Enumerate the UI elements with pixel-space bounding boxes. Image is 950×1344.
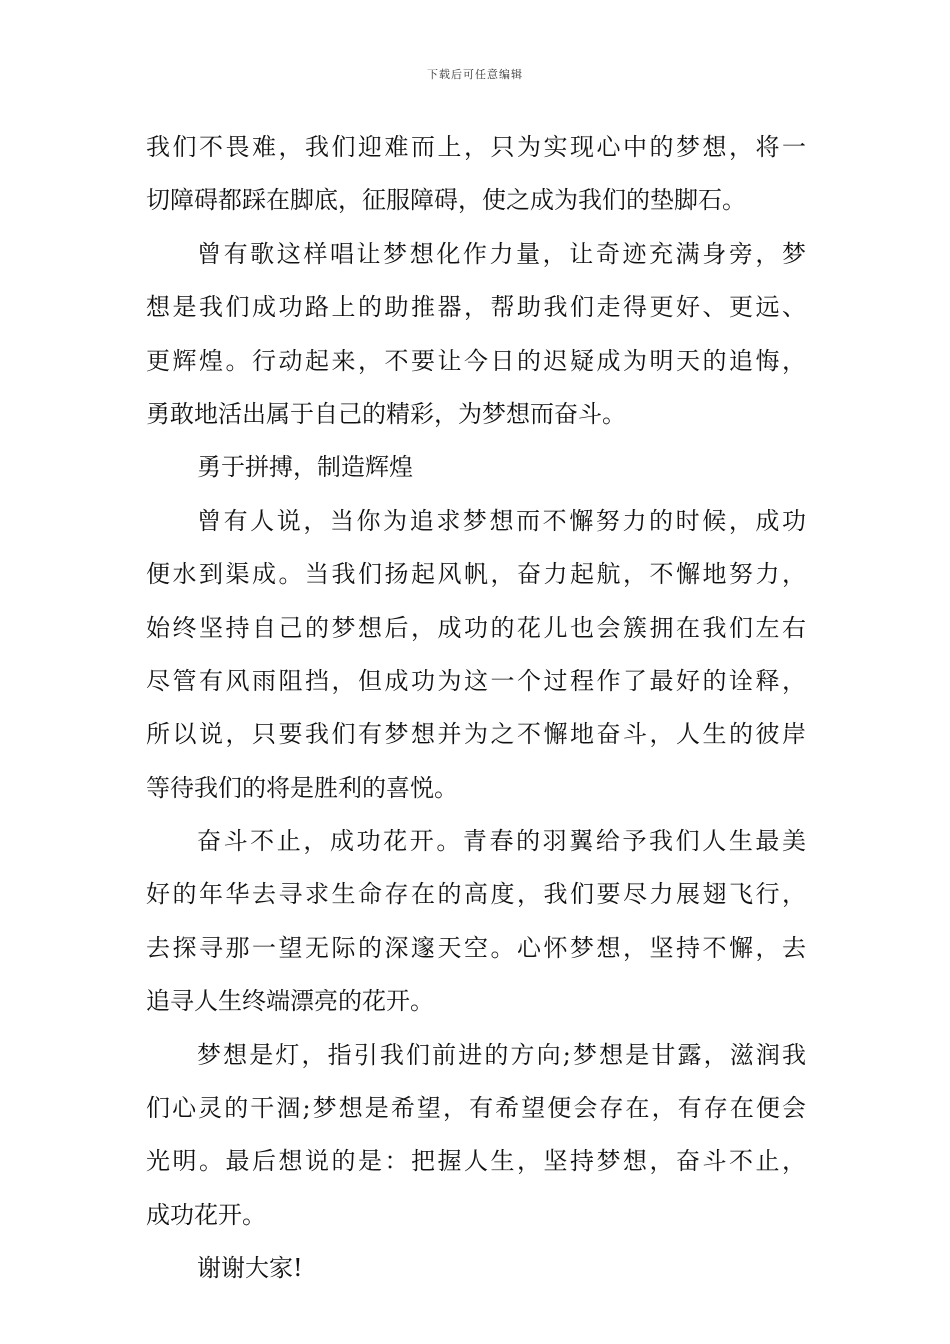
text-line: 更辉煌。行动起来，不要让今日的迟疑成为明天的追悔， [146,346,806,375]
text-line: 好的年华去寻求生命存在的高度，我们要尽力展翅飞行， [146,880,806,909]
text-line: 谢谢大家! [197,1254,303,1283]
text-line: 梦想是灯，指引我们前进的方向;梦想是甘露，滋润我 [197,1040,806,1069]
text-line: 曾有歌这样唱让梦想化作力量，让奇迹充满身旁，梦 [197,239,806,268]
page-header-note: 下载后可任意编辑 [427,68,523,81]
text-line: 我们不畏难，我们迎难而上，只为实现心中的梦想，将一 [146,133,806,161]
document-body [146,127,806,1302]
text-line: 们心灵的干涸;梦想是希望，有希望便会存在，有存在便会 [146,1094,806,1123]
text-line: 始终坚持自己的梦想后，成功的花儿也会簇拥在我们左右 [146,613,806,642]
text-line: 曾有人说，当你为追求梦想而不懈努力的时候，成功 [197,506,806,535]
text-line: 追寻人生终端漂亮的花开。 [146,987,434,1016]
text-line: 想是我们成功路上的助推器，帮助我们走得更好、更远、 [146,293,806,322]
text-line: 便水到渠成。当我们扬起风帆，奋力起航，不懈地努力， [146,560,806,589]
text-line: 等待我们的将是胜利的喜悦。 [146,773,458,802]
text-line: 去探寻那一望无际的深邃天空。心怀梦想，坚持不懈，去 [146,933,806,962]
text-line: 奋斗不止，成功花开。青春的羽翼给予我们人生最美 [197,827,806,856]
text-line: 尽管有风雨阻挡，但成功为这一个过程作了最好的诠释， [146,666,806,695]
text-line: 成功花开。 [146,1200,266,1229]
text-line: 所以说，只要我们有梦想并为之不懈地奋斗，人生的彼岸 [146,720,806,749]
text-line: 切障碍都踩在脚底，征服障碍，使之成为我们的垫脚石。 [146,186,746,215]
text-line: 勇敢地活出属于自己的精彩，为梦想而奋斗。 [146,399,626,428]
text-line: 光明。最后想说的是：把握人生，坚持梦想，奋斗不止， [146,1147,806,1176]
text-line: 勇于拼搏，制造辉煌 [197,453,413,482]
